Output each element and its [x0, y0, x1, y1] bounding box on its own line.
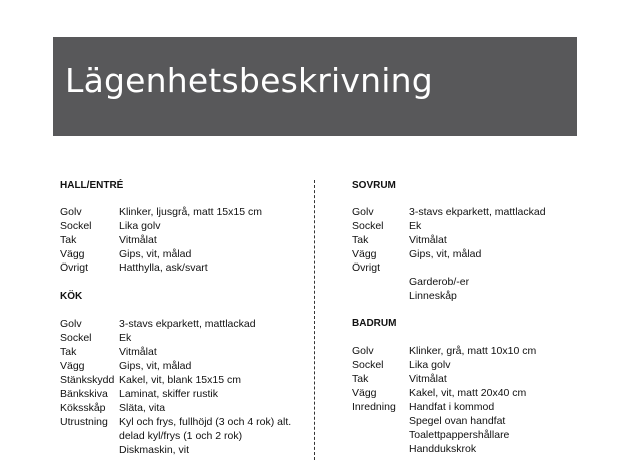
- spec-label: Bänkskiva: [60, 388, 108, 400]
- spec-label: Golv: [60, 206, 82, 218]
- page-title: Lägenhetsbeskrivning: [65, 61, 433, 100]
- spec-value: Klinker, grå, matt 10x10 cm: [409, 345, 537, 357]
- spec-value: Diskmaskin, vit: [119, 444, 190, 456]
- spec-label: Sockel: [60, 332, 92, 344]
- spec-value: Spegel ovan handfat: [409, 415, 506, 427]
- spec-value: Vitmålat: [119, 234, 157, 246]
- spec-label: Tak: [352, 373, 369, 385]
- spec-value: Laminat, skiffer rustik: [119, 388, 219, 400]
- spec-label: Golv: [60, 318, 82, 330]
- spec-value: Ek: [409, 220, 422, 232]
- column-divider: [314, 180, 315, 460]
- spec-label: Sockel: [352, 359, 384, 371]
- section-heading-hall: HALL/ENTRÉ: [60, 180, 124, 191]
- spec-label: Tak: [60, 234, 77, 246]
- spec-value: Vitmålat: [119, 346, 157, 358]
- spec-label: Sockel: [60, 220, 92, 232]
- title-banner: [53, 37, 577, 136]
- spec-label: Utrustning: [60, 416, 108, 428]
- spec-value: Gips, vit, målad: [409, 248, 482, 260]
- spec-label: Vägg: [60, 248, 85, 260]
- spec-value: Linneskåp: [409, 290, 457, 302]
- spec-value: Toalettpappershållare: [409, 429, 510, 441]
- spec-label: Stänkskydd: [60, 374, 115, 386]
- spec-label: Övrigt: [352, 262, 381, 274]
- spec-value: Klinker, ljusgrå, matt 15x15 cm: [119, 206, 262, 218]
- spec-label: Vägg: [60, 360, 85, 372]
- spec-value: Kakel, vit, blank 15x15 cm: [119, 374, 241, 386]
- spec-value: Handdukskrok: [409, 443, 477, 455]
- section-heading-kok: KÖK: [60, 291, 83, 302]
- spec-label: Vägg: [352, 248, 377, 260]
- spec-label: Sockel: [352, 220, 384, 232]
- section-heading-badrum: BADRUM: [352, 318, 397, 329]
- spec-value: Lika golv: [409, 359, 451, 371]
- spec-label: Vägg: [352, 387, 377, 399]
- spec-value: 3-stavs ekparkett, mattlackad: [119, 318, 256, 330]
- spec-label: Övrigt: [60, 262, 89, 274]
- spec-value: Gips, vit, målad: [119, 248, 192, 260]
- spec-value: Släta, vita: [119, 402, 166, 414]
- spec-value: Gips, vit, målad: [119, 360, 192, 372]
- spec-value: Vitmålat: [409, 373, 447, 385]
- section-heading-sovrum: SOVRUM: [352, 180, 396, 191]
- spec-label: Köksskåp: [60, 402, 106, 414]
- spec-label: Tak: [352, 234, 369, 246]
- spec-value: Kakel, vit, matt 20x40 cm: [409, 387, 527, 399]
- spec-label: Inredning: [352, 401, 396, 413]
- spec-label: Golv: [352, 345, 374, 357]
- spec-value: delad kyl/frys (1 och 2 rok): [119, 430, 243, 442]
- spec-value: Lika golv: [119, 220, 161, 232]
- spec-value: Hatthylla, ask/svart: [119, 262, 208, 274]
- spec-label: Tak: [60, 346, 77, 358]
- spec-value: Handfat i kommod: [409, 401, 495, 413]
- spec-value: Ek: [119, 332, 132, 344]
- spec-value: Vitmålat: [409, 234, 447, 246]
- spec-value: 3-stavs ekparkett, mattlackad: [409, 206, 546, 218]
- spec-label: Golv: [352, 206, 374, 218]
- spec-value: Garderob/-er: [409, 276, 470, 288]
- spec-value: Kyl och frys, fullhöjd (3 och 4 rok) alt.: [119, 416, 292, 428]
